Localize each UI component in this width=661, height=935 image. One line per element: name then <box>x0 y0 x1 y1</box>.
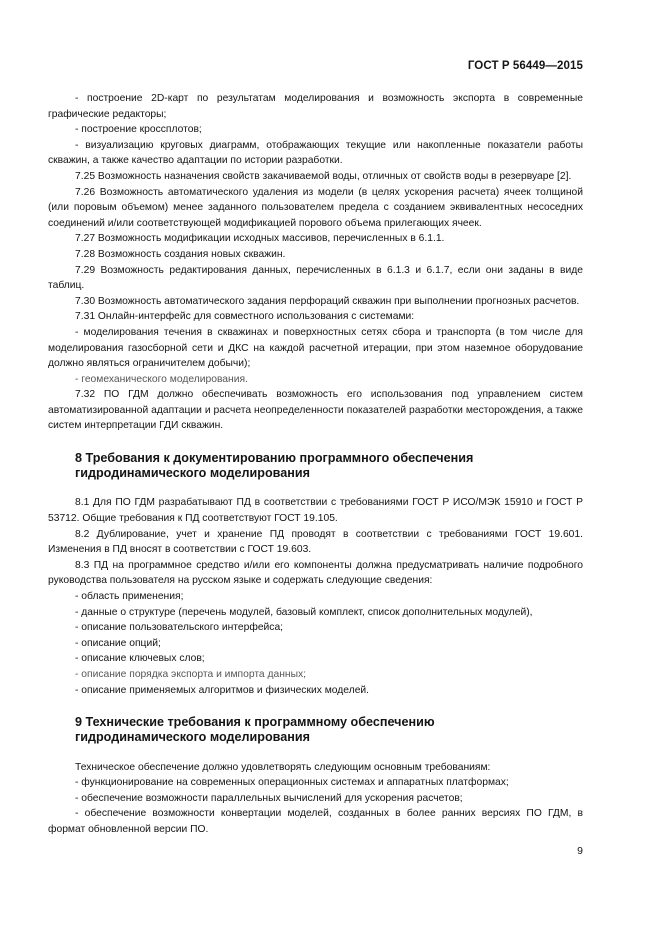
clause-7-28: 7.28 Возможность создания новых скважин. <box>75 248 286 260</box>
clause-7-32: 7.32 ПО ГДМ должно обеспечивать возможность его использования под управлением систем автоматизированной адаптации и расчета неопределенности показателей разработки месторождения, а также систем интерпретации ГДИ скважин. <box>48 389 583 432</box>
section9-title-line1: 9 Технические требования к программному обеспечению <box>75 715 435 730</box>
list-item: - построение кроссплотов; <box>75 124 202 136</box>
list-item: - описание порядка экспорта и импорта данных; <box>75 669 307 680</box>
list-item: - область применения; <box>75 591 184 603</box>
list-item: - описание пользовательского интерфейса; <box>75 622 284 634</box>
section9-body <box>48 760 583 838</box>
clause-8-1: 8.1 Для ПО ГДМ разрабатывают ПД в соответствии с требованиями ГОСТ Р ИСО/МЭК 15910 и ГОСТ Р 53712. Общие требования к ПД соответствуют ГОСТ 19.105. <box>48 497 583 525</box>
section9-heading <box>48 715 583 745</box>
list-item: - моделирования течения в скважинах и поверхностных сетях сбора и транспорта (в том числе для моделирования газосборной сети и ДКС на каждой расчетной итерации, при этом наземное оборудование должно являться ограничителем добычи); <box>48 326 583 370</box>
clause-7-30: 7.30 Возможность автоматического задания перфораций скважин при выполнении прогнозных расчетов. <box>75 295 580 307</box>
document-code: ГОСТ Р 56449—2015 <box>467 60 583 72</box>
list-item: - визуализацию круговых диаграмм, отображающих текущие или накопленные показатели работы скважин, а также качество адаптации по истории разработки. <box>48 139 583 167</box>
clause-8-2: 8.2 Дублирование, учет и хранение ПД проводят в соответствии с требованиями ГОСТ 19.601. Изменения в ПД вносят в соответствии с ГОСТ 19.603. <box>48 528 583 556</box>
section9-title-line2: гидродинамического моделирования <box>75 730 310 745</box>
list-item: - описание ключевых слов; <box>75 653 205 665</box>
section9-intro: Техническое обеспечение должно удовлетворять следующим основным требованиям: <box>75 761 491 773</box>
list-item: - функционирование на современных операционных системах и аппаратных платформах; <box>75 777 509 789</box>
page-body <box>48 91 583 838</box>
clause-7-27: 7.27 Возможность модификации исходных массивов, перечисленных в 6.1.1. <box>75 233 445 245</box>
section8-heading <box>48 451 583 481</box>
clause-7-29: 7.29 Возможность редактирования данных, перечисленных в 6.1.3 и 6.1.7, если они заданы в виде таблиц. <box>48 264 583 292</box>
list-item: - обеспечение возможности параллельных вычислений для ускорения расчетов; <box>75 792 463 804</box>
list-item: - описание применяемых алгоритмов и физических моделей. <box>75 684 370 696</box>
clause-7-31: 7.31 Онлайн-интерфейс для совместного использования с системами: <box>75 311 415 323</box>
section8-body <box>48 495 583 698</box>
clause-8-3: 8.3 ПД на программное средство и/или его компоненты должна предусматривать наличие подробного руководства пользователя на русском языке и содержать следующие сведения: <box>48 559 583 587</box>
clause-7-26: 7.26 Возможность автоматического удаления из модели (в целях ускорения расчета) ячеек толщиной (или поровым объемом) менее заданного пользователем предела с созданием эквивалентных несоседних соединений и/или соответствующей модификацией порового объема прилегающих ячеек. <box>48 186 583 229</box>
section7-continuation <box>48 91 583 434</box>
section8-title-line1: 8 Требования к документированию программного обеспечения <box>75 451 474 466</box>
list-item: - построение 2D-карт по результатам моделирования и возможность экспорта в современные графические редакторы; <box>48 93 583 120</box>
list-item: - обеспечение возможности конвертации моделей, созданных в более ранних версиях ПО ГДМ, в формат обновленной версии ПО. <box>48 808 583 835</box>
list-item: - геомеханического моделирования. <box>75 373 248 385</box>
section8-title-line2: гидродинамического моделирования <box>75 466 310 481</box>
list-item: - данные о структуре (перечень модулей, базовый комплект, список дополнительных модулей), <box>75 606 533 618</box>
clause-7-25: 7.25 Возможность назначения свойств закачиваемой воды, отличных от свойств воды в резервуаре [2]. <box>75 170 572 182</box>
list-item: - описание опций; <box>75 637 161 649</box>
page-number: 9 <box>577 845 583 857</box>
